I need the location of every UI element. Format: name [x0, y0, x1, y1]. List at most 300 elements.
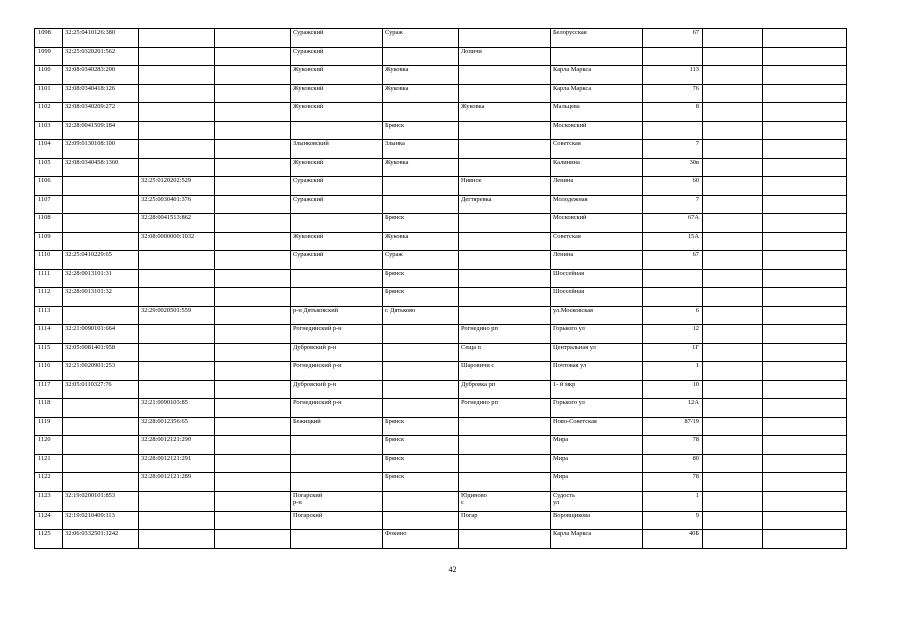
blank-cell: [763, 177, 847, 196]
cadastral-number-alt-cell: [139, 269, 215, 288]
blank-cell: [763, 214, 847, 233]
house-number-cell: 1: [643, 491, 703, 511]
settlement-cell: Погар: [459, 511, 551, 530]
cadastral-number-alt-cell: [139, 47, 215, 66]
blank-cell: [703, 343, 763, 362]
cadastral-number-cell: 32:19:0210409:113: [63, 511, 139, 530]
row-number-cell: 1119: [35, 417, 63, 436]
empty-cell-cell: [215, 306, 291, 325]
district-cell: Рогнединский р-н: [291, 362, 383, 381]
blank-cell: [703, 288, 763, 307]
row-number-cell: 1107: [35, 195, 63, 214]
district-cell: Дубровский р-н: [291, 343, 383, 362]
table-row: [35, 399, 847, 418]
cadastral-number-alt-cell: [139, 251, 215, 270]
district-cell: [291, 121, 383, 140]
cadastral-number-cell: 32:05:0081401:958: [63, 343, 139, 362]
district-cell: Дубровский р-н: [291, 380, 383, 399]
blank-cell: [763, 436, 847, 455]
empty-cell-cell: [215, 121, 291, 140]
cadastral-number-cell: [63, 399, 139, 418]
settlement-cell: Шаровичи с: [459, 362, 551, 381]
blank-cell: [703, 84, 763, 103]
row-number-cell: 1117: [35, 380, 63, 399]
blank-cell: [763, 362, 847, 381]
city-cell: Жуковка: [383, 84, 459, 103]
empty-cell-cell: [215, 511, 291, 530]
district-cell: Погарский р-н: [291, 491, 383, 511]
cadastral-number-cell: 32:08:0340458:1360: [63, 158, 139, 177]
street-cell: 1- й мкр: [551, 380, 643, 399]
house-number-cell: 7: [643, 195, 703, 214]
district-cell: Бежицкий: [291, 417, 383, 436]
row-number-cell: 1110: [35, 251, 63, 270]
district-cell: Суражский: [291, 177, 383, 196]
cadastral-number-cell: [63, 473, 139, 492]
district-cell: Суражский: [291, 29, 383, 48]
empty-cell-cell: [215, 214, 291, 233]
street-cell: Воровщикова: [551, 511, 643, 530]
table-row: [35, 343, 847, 362]
settlement-cell: Нивное: [459, 177, 551, 196]
district-cell: Злынковский: [291, 140, 383, 159]
empty-cell-cell: [215, 362, 291, 381]
cadastral-number-alt-cell: [139, 103, 215, 122]
house-number-cell: 76: [643, 84, 703, 103]
house-number-cell: 1: [643, 362, 703, 381]
table-row: [35, 436, 847, 455]
house-number-cell: 7: [643, 140, 703, 159]
district-cell: Жуковский: [291, 158, 383, 177]
district-cell: [291, 530, 383, 549]
settlement-cell: [459, 454, 551, 473]
empty-cell-cell: [215, 454, 291, 473]
empty-cell-cell: [215, 491, 291, 511]
street-cell: Карла Маркса: [551, 84, 643, 103]
district-cell: Рогнединский р-н: [291, 325, 383, 344]
table-row: [35, 121, 847, 140]
settlement-cell: [459, 473, 551, 492]
city-cell: [383, 103, 459, 122]
settlement-cell: Юдиново с: [459, 491, 551, 511]
blank-cell: [703, 362, 763, 381]
district-cell: Жуковский: [291, 84, 383, 103]
blank-cell: [703, 251, 763, 270]
city-cell: Брянск: [383, 269, 459, 288]
district-cell: [291, 288, 383, 307]
street-cell: Карла Маркса: [551, 66, 643, 85]
cadastral-number-alt-cell: 32:28:0012121:291: [139, 454, 215, 473]
register-table-body: [35, 29, 847, 549]
street-cell: Московский: [551, 121, 643, 140]
city-cell: [383, 343, 459, 362]
blank-cell: [763, 306, 847, 325]
cadastral-number-alt-cell: 32:08:0000000:1032: [139, 232, 215, 251]
blank-cell: [703, 195, 763, 214]
settlement-cell: [459, 530, 551, 549]
cadastral-number-alt-cell: [139, 66, 215, 85]
blank-cell: [703, 399, 763, 418]
cadastral-number-cell: [63, 177, 139, 196]
blank-cell: [703, 232, 763, 251]
house-number-cell: 67: [643, 251, 703, 270]
row-number-cell: 1104: [35, 140, 63, 159]
blank-cell: [703, 158, 763, 177]
table-row: [35, 177, 847, 196]
blank-cell: [763, 66, 847, 85]
table-row: [35, 530, 847, 549]
street-cell: Горького ул: [551, 399, 643, 418]
blank-cell: [703, 103, 763, 122]
empty-cell-cell: [215, 251, 291, 270]
blank-cell: [763, 29, 847, 48]
blank-cell: [703, 140, 763, 159]
empty-cell-cell: [215, 177, 291, 196]
settlement-cell: [459, 251, 551, 270]
street-cell: Карла Маркса: [551, 530, 643, 549]
empty-cell-cell: [215, 417, 291, 436]
house-number-cell: 67: [643, 29, 703, 48]
blank-cell: [703, 530, 763, 549]
empty-cell-cell: [215, 195, 291, 214]
cadastral-number-cell: 32:08:0340418:126: [63, 84, 139, 103]
blank-cell: [703, 47, 763, 66]
cadastral-number-cell: [63, 417, 139, 436]
settlement-cell: Дубровка рп: [459, 380, 551, 399]
city-cell: Брянск: [383, 288, 459, 307]
house-number-cell: 12А: [643, 399, 703, 418]
cadastral-number-alt-cell: [139, 121, 215, 140]
street-cell: Мира: [551, 454, 643, 473]
district-cell: [291, 436, 383, 455]
settlement-cell: [459, 214, 551, 233]
empty-cell-cell: [215, 436, 291, 455]
district-cell: [291, 454, 383, 473]
city-cell: [383, 491, 459, 511]
blank-cell: [703, 269, 763, 288]
row-number-cell: 1106: [35, 177, 63, 196]
row-number-cell: 1120: [35, 436, 63, 455]
settlement-cell: [459, 436, 551, 455]
row-number-cell: 1099: [35, 47, 63, 66]
blank-cell: [763, 491, 847, 511]
cadastral-number-cell: 32:19:0200101:853: [63, 491, 139, 511]
row-number-cell: 1116: [35, 362, 63, 381]
empty-cell-cell: [215, 140, 291, 159]
blank-cell: [703, 380, 763, 399]
district-cell: Погарский: [291, 511, 383, 530]
house-number-cell: 6: [643, 306, 703, 325]
settlement-cell: [459, 288, 551, 307]
blank-cell: [763, 158, 847, 177]
cadastral-number-cell: 32:21:0090101:664: [63, 325, 139, 344]
table-row: [35, 84, 847, 103]
table-row: [35, 251, 847, 270]
cadastral-number-alt-cell: [139, 288, 215, 307]
blank-cell: [703, 325, 763, 344]
blank-cell: [763, 530, 847, 549]
district-cell: Жуковский: [291, 103, 383, 122]
district-cell: Суражский: [291, 47, 383, 66]
district-cell: [291, 269, 383, 288]
table-row: [35, 103, 847, 122]
street-cell: [551, 47, 643, 66]
cadastral-number-alt-cell: 32:28:0041513:862: [139, 214, 215, 233]
street-cell: Шоссейная: [551, 269, 643, 288]
row-number-cell: 1111: [35, 269, 63, 288]
blank-cell: [703, 121, 763, 140]
house-number-cell: 1Г: [643, 343, 703, 362]
row-number-cell: 1100: [35, 66, 63, 85]
settlement-cell: [459, 232, 551, 251]
empty-cell-cell: [215, 399, 291, 418]
cadastral-number-cell: [63, 195, 139, 214]
district-cell: Суражский: [291, 195, 383, 214]
blank-cell: [763, 417, 847, 436]
city-cell: [383, 511, 459, 530]
cadastral-number-alt-cell: 32:28:0012356:65: [139, 417, 215, 436]
cadastral-number-alt-cell: 32:28:0012121:289: [139, 473, 215, 492]
table-row: [35, 454, 847, 473]
district-cell: [291, 214, 383, 233]
table-row: [35, 158, 847, 177]
cadastral-number-cell: [63, 436, 139, 455]
city-cell: Сураж: [383, 29, 459, 48]
street-cell: Молодежная: [551, 195, 643, 214]
city-cell: Брянск: [383, 121, 459, 140]
table-row: [35, 306, 847, 325]
cadastral-number-alt-cell: [139, 84, 215, 103]
table-row: [35, 195, 847, 214]
row-number-cell: 1113: [35, 306, 63, 325]
city-cell: Жуковка: [383, 158, 459, 177]
empty-cell-cell: [215, 29, 291, 48]
register-table: [34, 28, 847, 549]
blank-cell: [763, 343, 847, 362]
table-row: [35, 232, 847, 251]
house-number-cell: 87/19: [643, 417, 703, 436]
street-cell: Горького ул: [551, 325, 643, 344]
empty-cell-cell: [215, 343, 291, 362]
district-cell: Рогнединский р-н: [291, 399, 383, 418]
settlement-cell: Жуковка: [459, 103, 551, 122]
street-cell: Шоссейная: [551, 288, 643, 307]
empty-cell-cell: [215, 103, 291, 122]
cadastral-number-cell: 32:25:0410229:65: [63, 251, 139, 270]
table-row: [35, 214, 847, 233]
settlement-cell: [459, 269, 551, 288]
cadastral-number-cell: 32:28:0013101:32: [63, 288, 139, 307]
settlement-cell: Рогнедино рп: [459, 399, 551, 418]
street-cell: Мира: [551, 473, 643, 492]
empty-cell-cell: [215, 325, 291, 344]
cadastral-number-cell: 32:05:0110327:76: [63, 380, 139, 399]
settlement-cell: [459, 84, 551, 103]
house-number-cell: 113: [643, 66, 703, 85]
blank-cell: [703, 473, 763, 492]
district-cell: Жуковский: [291, 232, 383, 251]
blank-cell: [763, 325, 847, 344]
table-row: [35, 66, 847, 85]
house-number-cell: [643, 269, 703, 288]
city-cell: Брянск: [383, 436, 459, 455]
row-number-cell: 1102: [35, 103, 63, 122]
row-number-cell: 1118: [35, 399, 63, 418]
blank-cell: [703, 436, 763, 455]
blank-cell: [763, 103, 847, 122]
table-row: [35, 473, 847, 492]
blank-cell: [703, 491, 763, 511]
city-cell: [383, 362, 459, 381]
cadastral-number-alt-cell: 32:21:0090103:85: [139, 399, 215, 418]
blank-cell: [763, 380, 847, 399]
street-cell: Почтовая ул: [551, 362, 643, 381]
empty-cell-cell: [215, 269, 291, 288]
cadastral-number-alt-cell: [139, 511, 215, 530]
table-row: [35, 140, 847, 159]
blank-cell: [763, 454, 847, 473]
row-number-cell: 1103: [35, 121, 63, 140]
empty-cell-cell: [215, 47, 291, 66]
street-cell: Советская: [551, 140, 643, 159]
empty-cell-cell: [215, 232, 291, 251]
street-cell: Мира: [551, 436, 643, 455]
row-number-cell: 1125: [35, 530, 63, 549]
table-row: [35, 325, 847, 344]
street-cell: Центральная ул: [551, 343, 643, 362]
row-number-cell: 1114: [35, 325, 63, 344]
empty-cell-cell: [215, 473, 291, 492]
city-cell: [383, 47, 459, 66]
blank-cell: [763, 288, 847, 307]
street-cell: Калинина: [551, 158, 643, 177]
cadastral-number-cell: 32:25:0320201:562: [63, 47, 139, 66]
cadastral-number-alt-cell: 32:28:0012121:290: [139, 436, 215, 455]
cadastral-number-cell: 32:09:0130108:100: [63, 140, 139, 159]
cadastral-number-cell: [63, 306, 139, 325]
settlement-cell: [459, 140, 551, 159]
cadastral-number-alt-cell: [139, 29, 215, 48]
district-cell: Суражский: [291, 251, 383, 270]
row-number-cell: 1123: [35, 491, 63, 511]
street-cell: Судость ул: [551, 491, 643, 511]
house-number-cell: [643, 47, 703, 66]
row-number-cell: 1124: [35, 511, 63, 530]
table-row: [35, 417, 847, 436]
street-cell: Ленина: [551, 251, 643, 270]
empty-cell-cell: [215, 66, 291, 85]
settlement-cell: Дегтяревка: [459, 195, 551, 214]
cadastral-number-alt-cell: [139, 491, 215, 511]
house-number-cell: 40Б: [643, 530, 703, 549]
cadastral-number-cell: [63, 232, 139, 251]
cadastral-number-cell: 32:28:0041509:184: [63, 121, 139, 140]
table-row: [35, 491, 847, 511]
blank-cell: [763, 511, 847, 530]
cadastral-number-cell: 32:08:0340283:200: [63, 66, 139, 85]
house-number-cell: 8: [643, 103, 703, 122]
cadastral-number-alt-cell: [139, 343, 215, 362]
cadastral-number-cell: 32:08:0340209:272: [63, 103, 139, 122]
row-number-cell: 1101: [35, 84, 63, 103]
street-cell: ул.Московская: [551, 306, 643, 325]
cadastral-number-alt-cell: [139, 325, 215, 344]
settlement-cell: [459, 158, 551, 177]
empty-cell-cell: [215, 530, 291, 549]
settlement-cell: [459, 306, 551, 325]
blank-cell: [763, 269, 847, 288]
cadastral-number-cell: [63, 214, 139, 233]
district-cell: [291, 473, 383, 492]
house-number-cell: [643, 121, 703, 140]
house-number-cell: 9: [643, 511, 703, 530]
settlement-cell: [459, 417, 551, 436]
blank-cell: [703, 66, 763, 85]
house-number-cell: 78: [643, 436, 703, 455]
city-cell: [383, 195, 459, 214]
city-cell: [383, 325, 459, 344]
table-row: [35, 47, 847, 66]
blank-cell: [763, 473, 847, 492]
district-cell: р-н Дятьковский: [291, 306, 383, 325]
empty-cell-cell: [215, 158, 291, 177]
house-number-cell: 60: [643, 177, 703, 196]
empty-cell-cell: [215, 380, 291, 399]
settlement-cell: [459, 121, 551, 140]
row-number-cell: 1115: [35, 343, 63, 362]
house-number-cell: 15А: [643, 232, 703, 251]
blank-cell: [763, 121, 847, 140]
cadastral-number-alt-cell: [139, 362, 215, 381]
city-cell: г. Дятьково: [383, 306, 459, 325]
house-number-cell: 78: [643, 473, 703, 492]
blank-cell: [703, 417, 763, 436]
street-cell: Московский: [551, 214, 643, 233]
blank-cell: [703, 511, 763, 530]
blank-cell: [763, 195, 847, 214]
row-number-cell: 1121: [35, 454, 63, 473]
row-number-cell: 1112: [35, 288, 63, 307]
city-cell: Фокино: [383, 530, 459, 549]
empty-cell-cell: [215, 84, 291, 103]
blank-cell: [763, 399, 847, 418]
blank-cell: [763, 84, 847, 103]
cadastral-number-cell: 32:21:0020901:253: [63, 362, 139, 381]
street-cell: Ленина: [551, 177, 643, 196]
street-cell: Мальцева: [551, 103, 643, 122]
cadastral-number-alt-cell: 32:25:0120202:529: [139, 177, 215, 196]
city-cell: Злынка: [383, 140, 459, 159]
settlement-cell: Сеща п: [459, 343, 551, 362]
house-number-cell: [643, 288, 703, 307]
settlement-cell: [459, 29, 551, 48]
settlement-cell: Лопичи: [459, 47, 551, 66]
blank-cell: [703, 214, 763, 233]
street-cell: Ново-Советская: [551, 417, 643, 436]
city-cell: [383, 399, 459, 418]
city-cell: Жуковка: [383, 232, 459, 251]
cadastral-number-alt-cell: [139, 158, 215, 177]
table-row: [35, 29, 847, 48]
table-row: [35, 511, 847, 530]
settlement-cell: Рогнедино рп: [459, 325, 551, 344]
house-number-cell: 30в: [643, 158, 703, 177]
cadastral-number-alt-cell: [139, 530, 215, 549]
cadastral-number-cell: 32:06:0332501:1242: [63, 530, 139, 549]
city-cell: [383, 177, 459, 196]
blank-cell: [703, 29, 763, 48]
blank-cell: [763, 251, 847, 270]
